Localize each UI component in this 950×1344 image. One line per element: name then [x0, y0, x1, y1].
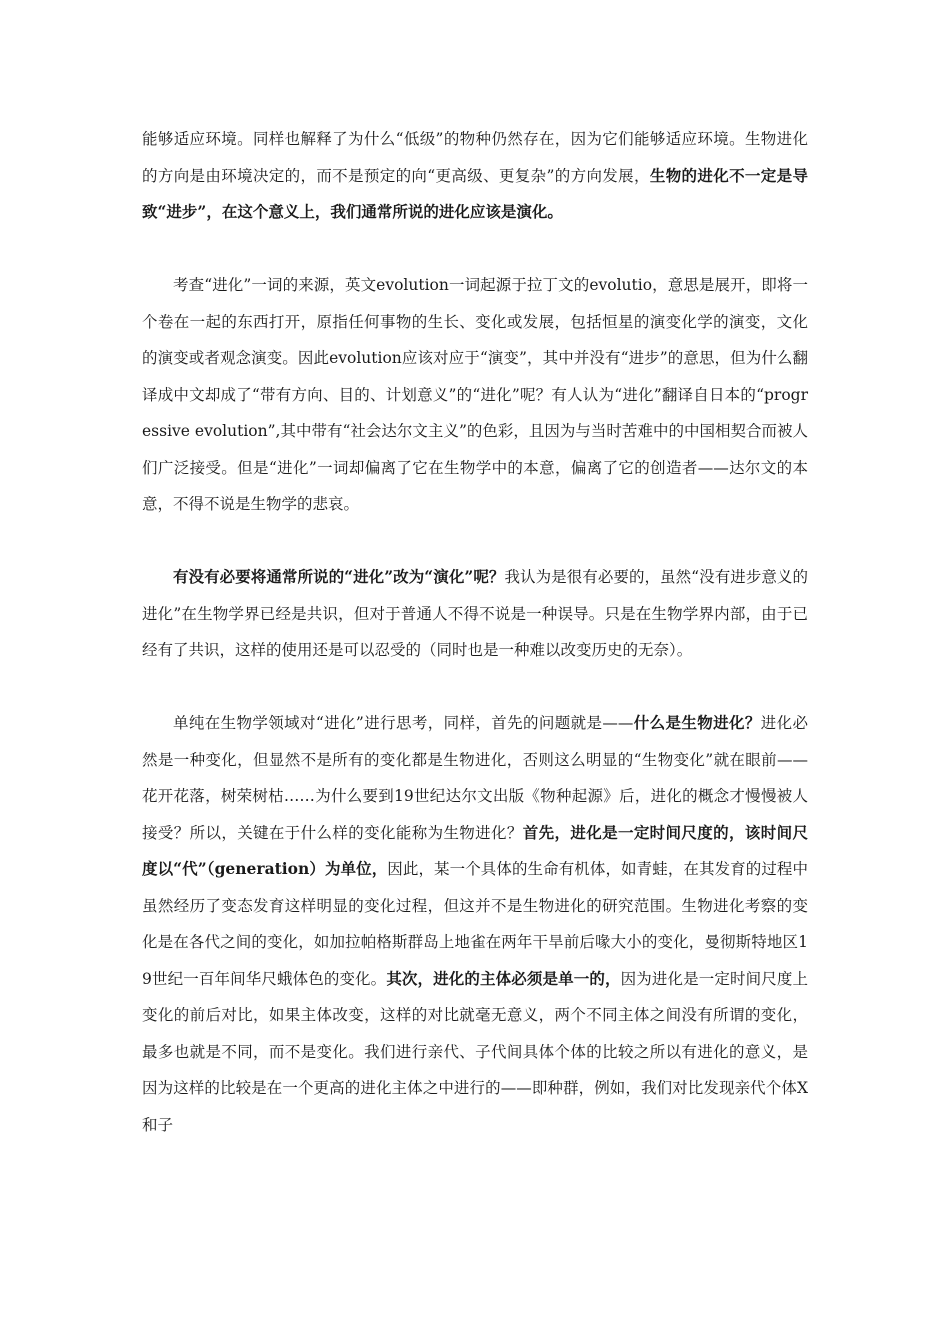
paragraph-4-bold-first-point: 首先，进化是一定时间尺度的，该时间尺度以“代”（generation）为单位，	[142, 822, 808, 878]
paragraph-1-bold-text: 生物的进化不一定是导致“进步”，在这个意义上，我们通常所说的进化应该是演化。	[142, 165, 808, 221]
paragraph-4-text-3: 因此，某一个具体的生命有机体，如青蛙，在其发育的过程中虽然经历了变态发育这样明显的变化过程，但这并不是生物进化的研究范围。生物进化考察的变化是在各代之间的变化，如加拉帕格斯群岛上地雀在两年干旱前后喙大小的变化，曼彻斯特地区19世纪一百年间华尺蛾体色的变化。	[142, 860, 808, 988]
paragraph-4-bold-second-point: 其次，进化的主体必须是单一的，	[386, 968, 621, 988]
paragraph-2	[142, 267, 808, 523]
paragraph-1-text: 能够适应环境。同样也解释了为什么“低级”的物种仍然存在，因为它们能够适应环境。生物进化的方向是由环境决定的，而不是预定的向“更高级、更复杂”的方向发展，	[142, 130, 808, 185]
paragraph-3-text: 我认为是很有必要的，虽然“没有进步意义的进化”在生物学界已经是共识，但对于普通人不得不说是一种误导。只是在生物学界内部，由于已经有了共识，这样的使用还是可以忍受的（同时也是一种难以改变历史的无奈）。	[142, 568, 808, 659]
paragraph-1	[142, 121, 808, 231]
paragraph-2-text: 考查“进化”一词的来源，英文evolution一词起源于拉丁文的evolutio，意思是展开，即将一个卷在一起的东西打开，原指任何事物的生长、变化或发展，包括恒星的演变化学的演变，文化的演变或者观念演变。因此evolution应该对应于“演变”，其中并没有“进步”的意思，但为什么翻译成中文却成了“带有方向、目的、计划意义”的“进化”呢？有人认为“进化”翻译自日本的“progressive evolution”,其中带有“社会达尔文主义”的色彩，且因为与当时苦难中的中国相契合而被人们广泛接受。但是“进化”一词却偏离了它在生物学中的本意，偏离了它的创造者——达尔文的本意，不得不说是生物学的悲哀。	[142, 276, 808, 513]
paragraph-4-text-4: 因为进化是一定时间尺度上变化的前后对比，如果主体改变，这样的对比就毫无意义，两个不同主体之间没有所谓的变化，最多也就是不同，而不是变化。我们进行亲代、子代间具体个体的比较之所以有进化的意义，是因为这样的比较是在一个更高的进化主体之中进行的——即种群，例如，我们对比发现亲代个体X和子	[142, 969, 808, 1134]
paragraph-4-text-2: 进化必然是一种变化，但显然不是所有的变化都是生物进化，否则这么明显的“生物变化”就在眼前——花开花落，树荣树枯……为什么要到19世纪达尔文出版《物种起源》后，进化的概念才慢慢被人接受？所以，关键在于什么样的变化能称为生物进化？	[142, 714, 808, 842]
paragraph-4-text-1: 单纯在生物学领域对“进化”进行思考，同样，首先的问题就是——	[173, 714, 634, 732]
document-body	[142, 121, 808, 1143]
paragraph-3-bold-text: 有没有必要将通常所说的“进化”改为“演化”呢？	[173, 567, 505, 586]
paragraph-4-bold-question: 什么是生物进化？	[633, 713, 761, 732]
paragraph-4	[142, 705, 808, 1143]
paragraph-3	[142, 559, 808, 669]
